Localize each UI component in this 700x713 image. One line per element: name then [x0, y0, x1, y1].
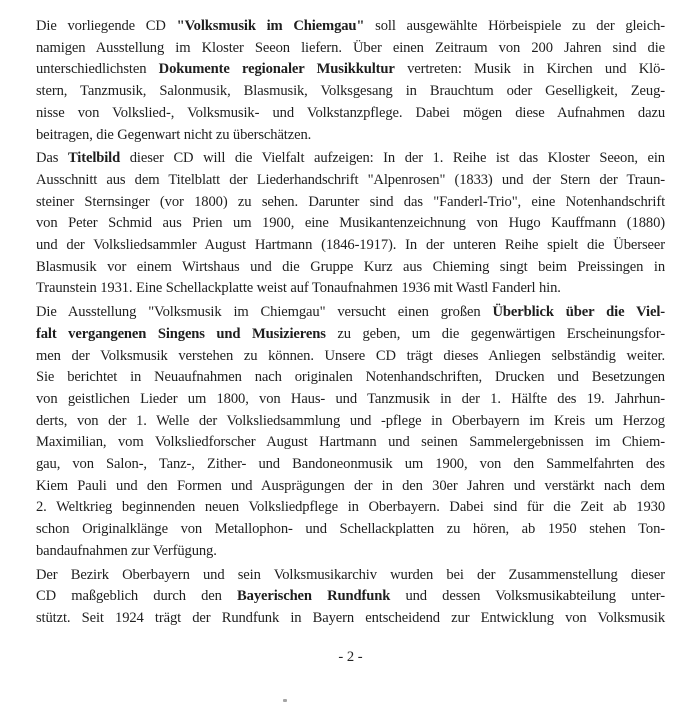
- text-line: [36, 59, 665, 81]
- body-text: Die Ausstellung "Volksmusik im Chiemgau" versucht einen großen: [36, 304, 493, 321]
- body-text: Das: [36, 150, 68, 167]
- text-line: [36, 541, 665, 563]
- text-line: [36, 367, 665, 389]
- body-text: soll ausgewählte Hörbeispiele zu der gleich-: [364, 18, 665, 34]
- text-line: [36, 192, 665, 214]
- paragraph: [36, 148, 665, 300]
- text-line: [36, 125, 665, 147]
- bold-text: falt vergangenen Singens und Musizierens: [36, 325, 326, 342]
- text-line: [36, 586, 665, 608]
- bold-text: Titelbild: [67, 150, 121, 167]
- text-line: [36, 346, 665, 368]
- body-text: stern, Tanzmusik, Salonmusik, Blasmusik, Volksgesang in Brauchtum oder Geselligkeit, Zeug-: [36, 83, 665, 100]
- bold-text: "Volksmusik im Chiemgau": [176, 18, 365, 34]
- body-text: steiner Sternsinger (vor 1800) zu sehen. Darunter sind das "Fanderl-Trio", eine Notenhandschrift: [36, 193, 665, 210]
- text-line: [36, 476, 665, 498]
- text-line: [36, 213, 665, 235]
- body-text: Der Bezirk Oberbayern und sein Volksmusikarchiv wurden bei der Zusammenstellung dieser: [36, 566, 665, 583]
- body-text: bandaufnahmen zur Verfügung.: [36, 542, 217, 559]
- text-line: [36, 148, 665, 170]
- bold-text: Dokumente regionaler Musikkultur: [158, 61, 395, 78]
- text-line: [36, 16, 665, 38]
- text-line: [36, 278, 665, 300]
- text-line: [36, 81, 665, 103]
- text-line: [36, 170, 665, 192]
- body-text: von geistlichen Lieder um 1800, von Haus- und Tanzmusik in der 1. Hälfte des 19. Jahrhun-: [36, 390, 665, 407]
- body-text: stützt. Seit 1924 trägt der Rundfunk in Bayern entscheidend zur Entwicklung von Volksmusik: [36, 609, 665, 626]
- text-line: [36, 257, 665, 279]
- body-text: gau, von Salon-, Tanz-, Zither- und Bandoneonmusik um 1900, von den Sammelfahrten des: [36, 456, 665, 473]
- text-line: [36, 432, 665, 454]
- paragraph: [36, 565, 665, 630]
- body-text: dieser CD will die Vielfalt aufzeigen: In der 1. Reihe ist das Kloster Seeon, ein: [120, 150, 665, 167]
- body-text: Die vorliegende CD: [36, 18, 177, 34]
- body-text: Traunstein 1931. Eine Schellackplatte weist auf Tonaufnahmen 1936 mit Wastl Fanderl hin.: [36, 280, 561, 297]
- text-line: [36, 103, 665, 125]
- text-line: [36, 38, 665, 60]
- text-line: [36, 519, 665, 541]
- text-line: [36, 324, 665, 346]
- text-line: [36, 389, 665, 411]
- scan-artifact-dot: [283, 699, 287, 702]
- body-text: unterschiedlichsten: [36, 61, 159, 78]
- body-text: schon Originalklänge von Metallophon- und Schellackplatten zu hören, ab 1950 stehen Ton-: [36, 521, 665, 538]
- body-text: Maximilian, vom Volksliedforscher August Hartmann und seinen Sammelergebnissen im Chiem-: [36, 434, 665, 451]
- text-line: [36, 497, 665, 519]
- paragraph: [36, 16, 665, 146]
- bold-text: Überblick über die Viel-: [492, 304, 665, 321]
- body-text: zu geben, um die gegenwärtigen Erscheinungsfor-: [325, 325, 666, 342]
- document-body: [36, 16, 665, 630]
- text-line: [36, 565, 665, 587]
- text-line: [36, 302, 665, 324]
- body-text: Sie berichtet in Neuaufnahmen nach originalen Notenhandschriften, Drucken und Besetzungen: [36, 369, 665, 386]
- body-text: 2. Weltkrieg beginnenden neuen Volksliedpflege in Oberbayern. Dabei sind für die Zeit ab 1930: [36, 499, 665, 516]
- body-text: derts, von der 1. Welle der Volksliedsammlung und -pflege in Oberbayern im Kreis um Herzog: [36, 412, 665, 429]
- page-number: - 2 -: [338, 648, 363, 665]
- body-text: Blasmusik vor einem Wirtshaus und die Gruppe Kurz aus Chieming singt beim Preissingen in: [36, 258, 665, 275]
- body-text: namigen Ausstellung im Kloster Seeon liefern. Über einen Zeitraum von 200 Jahren sind die: [36, 39, 665, 56]
- body-text: von Peter Schmid aus Prien um 1900, eine Musikantenzeichnung von Hugo Kauffmann (1880): [36, 215, 665, 232]
- body-text: nisse von Volkslied-, Volksmusik- und Volkstanzpflege. Dabei mögen diese Aufnahmen dazu: [36, 104, 665, 121]
- body-text: vertreten: Musik in Kirchen und Klö-: [394, 61, 665, 78]
- body-text: CD maßgeblich durch den: [36, 588, 238, 605]
- text-line: [36, 411, 665, 433]
- body-text: beitragen, die Gegenwart nicht zu überschätzen.: [36, 126, 312, 143]
- text-line: [36, 454, 665, 476]
- body-text: Ausschnitt aus dem Titelblatt der Liederhandschrift "Alpenrosen" (1833) und der Stern der Traun-: [36, 171, 665, 188]
- paragraph: [36, 302, 665, 562]
- body-text: und dessen Volksmusikabteilung unter-: [390, 588, 665, 605]
- body-text: und der Volksliedsammler August Hartmann (1846-1917). In der unteren Reihe spielt die Überseer: [36, 237, 665, 254]
- text-line: [36, 608, 665, 630]
- text-line: [36, 235, 665, 257]
- body-text: men der Volksmusik verstehen zu können. Unsere CD trägt dieses Anliegen selbständig weiter.: [36, 347, 665, 364]
- body-text: Kiem Pauli und den Formen und Ausprägungen der in den 30er Jahren und verstärkt nach dem: [36, 477, 665, 494]
- bold-text: Bayerischen Rundfunk: [237, 588, 391, 605]
